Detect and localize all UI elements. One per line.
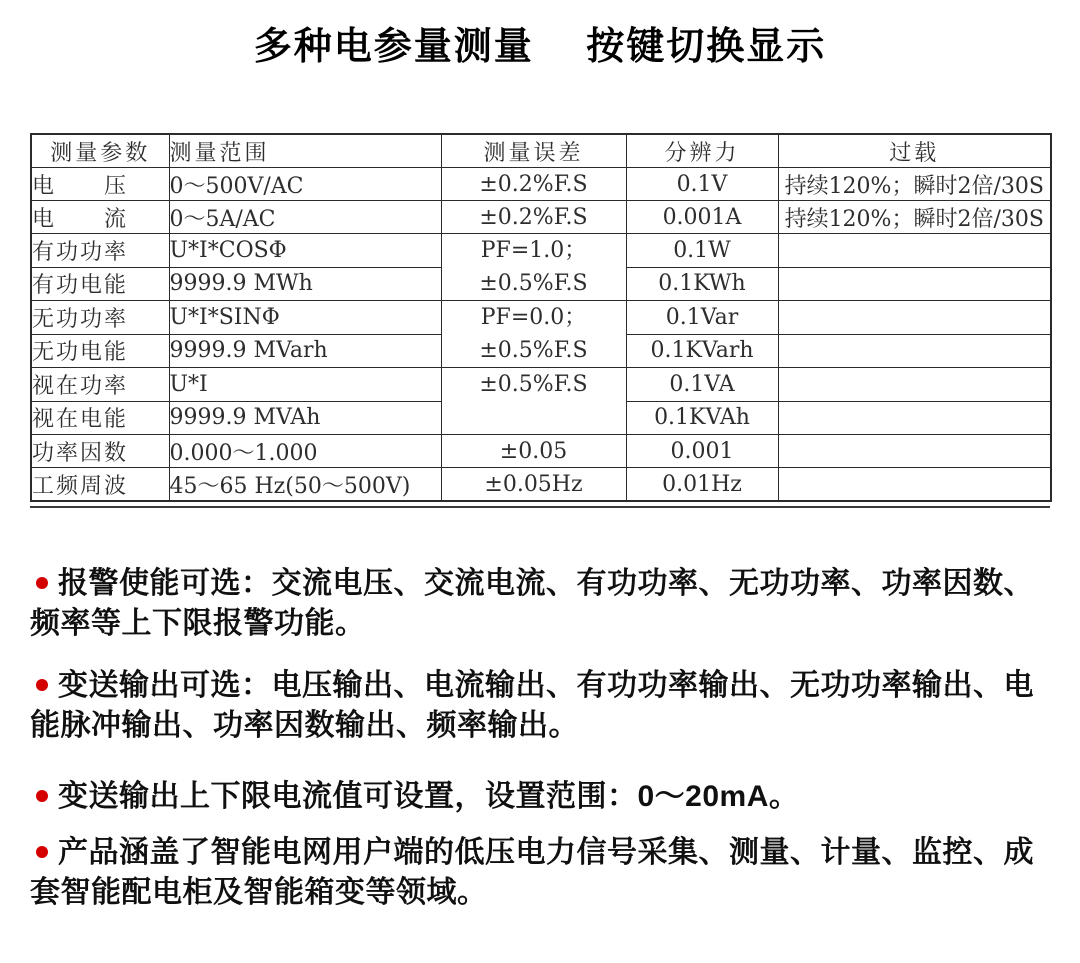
bullet-dot-icon [36,577,48,589]
cell-param: 工频周波 [31,468,169,502]
cell-range: 0.000～1.000 [169,435,441,468]
cell-range: 0～500V/AC [169,168,441,201]
cell-error-merged [441,234,626,301]
bullet-text: 报警使能可选：交流电压、交流电流、有功功率、无功功率、功率因数、频率等上下限报警功能。 [30,567,1034,640]
feature-bullet [30,564,1052,644]
bullet-dot-icon [36,846,48,858]
table-row [31,368,1051,402]
cell-param: 功率因数 [31,435,169,468]
cell-resolution: 0.1Var [626,301,778,335]
cell-overload [778,267,1051,301]
col-header-param: 测量参数 [31,134,169,168]
cell-error-merged [441,301,626,368]
error-line: ±0.5%F.S [479,372,588,397]
table-row [31,168,1051,201]
cell-resolution: 0.1KWh [626,267,778,301]
cell-range: U*I*SINΦ [169,301,441,335]
cell-overload: 持续120%；瞬时2倍/30S [778,201,1051,234]
cell-range: U*I [169,368,441,402]
feature-bullet [30,833,1052,913]
cell-param: 有功功率 [31,234,169,268]
bullet-text: 变送输出可选：电压输出、电流输出、有功功率输出、无功功率输出、电能脉冲输出、功率因数输出、频率输出。 [30,669,1034,742]
cell-error-merged [441,368,626,435]
cell-param: 无功功率 [31,301,169,335]
cell-overload: 持续120%；瞬时2倍/30S [778,168,1051,201]
cell-error: ±0.05Hz [441,468,626,502]
error-line: PF=1.0； [480,238,587,263]
feature-bullet [30,777,1052,817]
error-line [442,401,626,434]
cell-error: ±0.2%F.S [441,201,626,234]
bullet-dot-icon [36,679,48,691]
cell-resolution: 0.01Hz [626,468,778,502]
cell-resolution: 0.1KVAh [626,401,778,435]
col-header-range: 测量范围 [169,134,441,168]
bullet-text: 变送输出上下限电流值可设置，设置范围：0～20mA。 [58,780,800,813]
table-row [31,301,1051,335]
cell-overload [778,234,1051,268]
measurement-spec-table [30,133,1052,502]
cell-param: 视在功率 [31,368,169,402]
cell-resolution: 0.1VA [626,368,778,402]
cell-range: 45～65 Hz(50～500V) [169,468,441,502]
error-line: ±0.5%F.S [479,271,588,296]
cell-resolution: 0.1V [626,168,778,201]
cell-range: 0～5A/AC [169,201,441,234]
col-header-overload: 过载 [778,134,1051,168]
cell-param: 视在电能 [31,401,169,435]
cell-overload [778,468,1051,502]
cell-param: 电 压 [31,168,169,201]
cell-range: 9999.9 MVAh [169,401,441,435]
cell-overload [778,435,1051,468]
cell-overload [778,301,1051,335]
cell-resolution: 0.001 [626,435,778,468]
cell-error: ±0.2%F.S [441,168,626,201]
cell-range: U*I*COSΦ [169,234,441,268]
cell-range: 9999.9 MVarh [169,334,441,368]
table-row [31,234,1051,268]
page-title: 多种电参量测量 按键切换显示 [253,26,827,68]
bullet-dot-icon [36,790,48,802]
cell-resolution: 0.001A [626,201,778,234]
cell-resolution: 0.1KVarh [626,334,778,368]
table-row [31,201,1051,234]
cell-overload [778,368,1051,402]
cell-param: 有功电能 [31,267,169,301]
col-header-error: 测量误差 [441,134,626,168]
cell-overload [778,401,1051,435]
error-line: PF=0.0； [480,305,587,330]
cell-param: 电 流 [31,201,169,234]
bullet-text: 产品涵盖了智能电网用户端的低压电力信号采集、测量、计量、监控、成套智能配电柜及智能箱变等领域。 [30,836,1034,909]
cell-resolution: 0.1W [626,234,778,268]
cell-error: ±0.05 [441,435,626,468]
table-underline [30,506,1050,508]
feature-list [30,564,1052,913]
cell-overload [778,334,1051,368]
error-line: ±0.5%F.S [479,338,588,363]
table-header-row [31,134,1051,168]
table-row [31,468,1051,502]
cell-param: 无功电能 [31,334,169,368]
feature-bullet [30,666,1052,746]
col-header-resolution: 分辨力 [626,134,778,168]
table-row [31,435,1051,468]
cell-range: 9999.9 MWh [169,267,441,301]
